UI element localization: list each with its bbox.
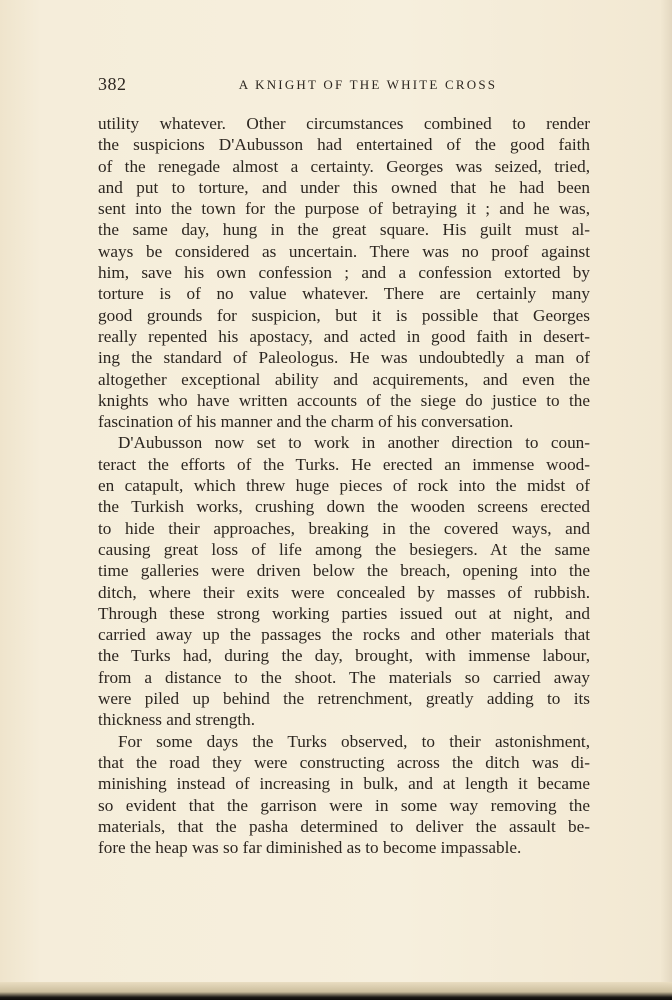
text-line: time galleries were driven below the breach, opening into the (98, 561, 590, 581)
page-bottom-edge (0, 982, 672, 1000)
text-line: thickness and strength. (98, 710, 256, 730)
text-line: ways be considered as uncertain. There was no proof against (98, 241, 590, 261)
text-line: utility whatever. Other circumstances combined to render (98, 114, 590, 133)
text-line: were piled up behind the retrenchment, greatly adding to its (98, 689, 590, 709)
text-line: of the renegade almost a certainty. Georges was seized, tried, (98, 156, 590, 176)
text-line: to hide their approaches, breaking in the covered ways, and (98, 518, 590, 538)
body-text (98, 113, 590, 858)
text-line: carried away up the passages the rocks and other materials that (98, 625, 590, 645)
text-line: materials, that the pasha determined to deliver the assault be- (98, 816, 590, 836)
text-line: the suspicions D'Aubusson had entertained of the good faith (98, 135, 590, 155)
text-line: teract the efforts of the Turks. He erected an immense wood- (98, 454, 590, 474)
text-line: so evident that the garrison were in some way removing the (98, 795, 590, 815)
running-head: A KNIGHT OF THE WHITE CROSS (238, 77, 498, 92)
text-line: the Turks had, during the day, brought, with immense labour, (98, 646, 590, 666)
text-line: torture is of no value whatever. There are certainly many (98, 284, 590, 304)
text-line: really repented his apostacy, and acted in good faith in desert- (98, 326, 590, 346)
text-line: en catapult, which threw huge pieces of rock into the midst of (98, 476, 590, 496)
text-line: that the road they were constructing across the ditch was di- (98, 752, 590, 772)
text-line: and put to torture, and under this owned that he had been (98, 177, 590, 197)
text-line: from a distance to the shoot. The materials so carried away (98, 667, 590, 687)
text-line: knights who have written accounts of the siege do justice to the (98, 390, 590, 410)
text-line: minishing instead of increasing in bulk, and at length it became (98, 774, 590, 794)
text-line: him, save his own confession ; and a confession extorted by (98, 263, 590, 283)
page-number: 382 (98, 74, 127, 94)
text-line: Through these strong working parties issued out at night, and (98, 603, 590, 623)
text-line: sent into the town for the purpose of betraying it ; and he was, (98, 199, 590, 219)
text-line: D'Aubusson now set to work in another direction to coun- (118, 433, 590, 453)
text-line: the same day, hung in the great square. His guilt must al- (98, 220, 590, 240)
text-line: fascination of his manner and the charm of his conversation. (98, 412, 514, 432)
text-line: altogether exceptional ability and acquirements, and even the (98, 369, 590, 389)
text-line: the Turkish works, crushing down the wooden screens erected (98, 497, 590, 517)
page-edge-shadow (660, 0, 672, 1000)
page-header (98, 74, 588, 96)
text-line: good grounds for suspicion, but it is possible that Georges (98, 305, 590, 325)
text-line: ing the standard of Paleologus. He was undoubtedly a man of (98, 348, 590, 368)
text-line: causing great loss of life among the besiegers. At the same (98, 539, 590, 559)
text-line: fore the heap was so far diminished as to become impassable. (98, 838, 522, 858)
text-line: For some days the Turks observed, to their astonishment, (118, 731, 590, 751)
text-line: ditch, where their exits were concealed by masses of rubbish. (98, 582, 590, 602)
